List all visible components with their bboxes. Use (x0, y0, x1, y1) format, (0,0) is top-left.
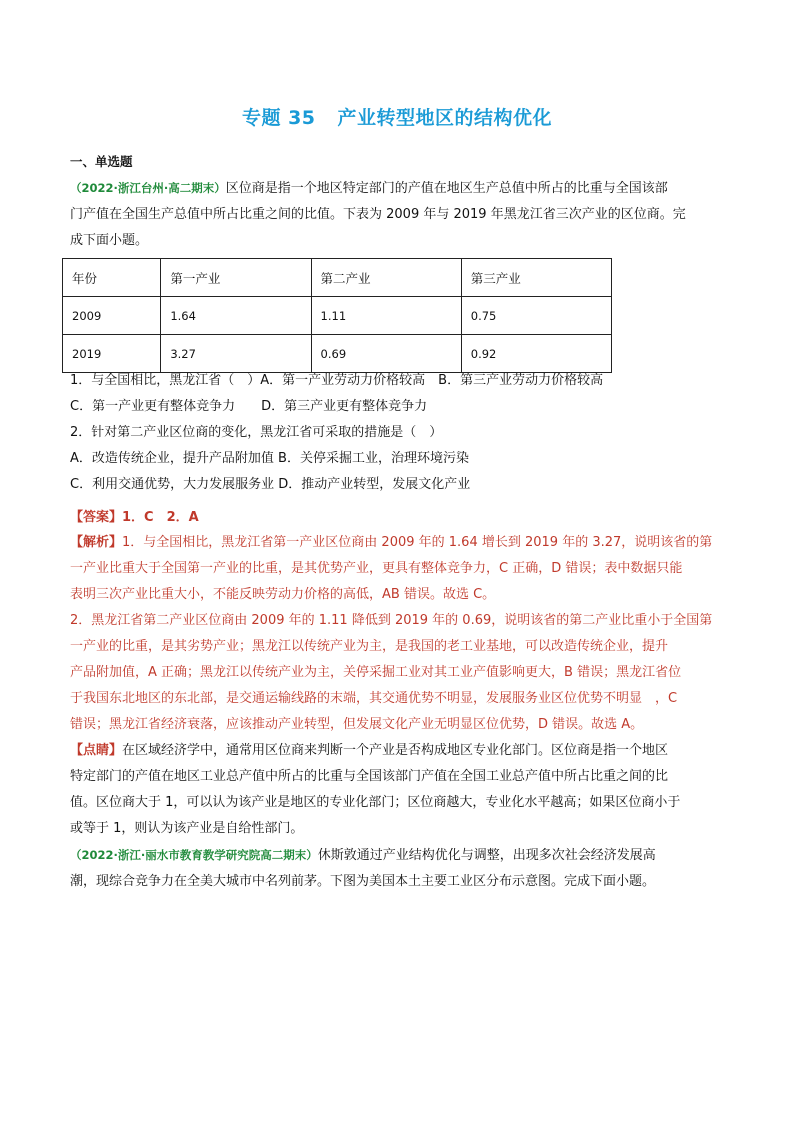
table-cell: 0.75 (461, 297, 611, 335)
analysis-label: 【解析】 (70, 535, 123, 550)
note-line: 或等于 1，则认为该产业是自给性部门。 (70, 821, 304, 836)
location-quotient-table (62, 258, 612, 373)
table-header-cell: 年份 (63, 259, 161, 297)
table-cell: 3.27 (161, 335, 311, 373)
title-topic-name: 产业转型地区的结构优化 (337, 107, 553, 129)
intro-line: 潮，现综合竞争力在全美大城市中名列前茅。下图为美国本土主要工业区分布示意图。完成下面小题。 (70, 874, 656, 889)
question-2-options: A．改造传统企业，提升产品附加值 B．关停采掘工业，治理环境污染 (70, 451, 469, 466)
question-source: （2022·浙江台州·高二期末） (70, 181, 226, 195)
question-intro (70, 175, 726, 254)
note-label: 【点睛】 (70, 743, 123, 758)
section-heading: 一、单选题 (70, 154, 133, 169)
question-1-options: C．第一产业更有整体竞争力 D．第三产业更有整体竞争力 (70, 399, 428, 414)
table-cell: 2009 (63, 297, 161, 335)
table-header-cell: 第三产业 (461, 259, 611, 297)
analysis-line: 于我国东北地区的东北部，是交通运输线路的末端，其交通优势不明显，发展服务业区位优势不明显 ，C (70, 691, 678, 706)
analysis-line: 表明三次产业比重大小，不能反映劳动力价格的高低，AB 错误。故选 C。 (70, 587, 496, 602)
intro-line: 区位商是指一个地区特定部门的产值在地区生产总值中所占的比重与全国该部 (225, 181, 668, 196)
intro-line: 休斯敦通过产业结构优化与调整，出现多次社会经济发展高 (317, 848, 656, 863)
title-topic-number: 专题 35 (241, 107, 316, 129)
table-cell: 0.69 (311, 335, 461, 373)
analysis-line: 1．与全国相比，黑龙江省第一产业区位商由 2009 年的 1.64 增长到 2019 年的 3.27，说明该省的第 (122, 535, 713, 550)
table-row (63, 335, 612, 373)
table-row (63, 297, 612, 335)
question-2: 2．针对第二产业区位商的变化，黑龙江省可采取的措施是（ ） (70, 425, 443, 440)
answer-text: 1．C 2．A (122, 510, 199, 525)
questions (70, 368, 726, 498)
question-1: 1．与全国相比，黑龙江省（ ）A．第一产业劳动力价格较高 B．第三产业劳动力价格较高 (70, 373, 604, 388)
analysis-line: 产品附加值，A 正确；黑龙江以传统产业为主，关停采掘工业对其工业产值影响更大，B 错误；黑龙江省位 (70, 665, 682, 680)
note-block (70, 738, 726, 842)
table-cell: 0.92 (461, 335, 611, 373)
table-cell: 2019 (63, 335, 161, 373)
note-line: 值。区位商大于 1，可以认为该产业是地区的专业化部门；区位商越大，专业化水平越高；如果区位商小于 (70, 795, 681, 810)
table-cell: 1.64 (161, 297, 311, 335)
intro-line: 成下面小题。 (70, 233, 149, 248)
intro-line: 门产值在全国生产总值中所占比重之间的比值。下表为 2009 年与 2019 年黑龙江省三次产业的区位商。完 (70, 207, 686, 222)
page-title (0, 103, 794, 130)
answer-line (70, 505, 726, 531)
analysis-line: 错误；黑龙江省经济衰落，应该推动产业转型，但发展文化产业无明显区位优势，D 错误。故选 A。 (70, 717, 644, 732)
question-source: （2022·浙江·丽水市教育教学研究院高二期末） (70, 848, 318, 862)
question-intro-2 (70, 842, 726, 895)
analysis-block (70, 530, 726, 738)
analysis-line: 一产业比重大于全国第一产业的比重，是其优势产业，更具有整体竞争力，C 正确，D 错误；表中数据只能 (70, 561, 683, 576)
note-line: 特定部门的产值在地区工业总产值中所占的比重与全国该部门产值在全国工业总产值中所占比重之间的比 (70, 769, 669, 784)
table-cell: 1.11 (311, 297, 461, 335)
analysis-line: 一产业的比重，是其劣势产业；黑龙江以传统产业为主，是我国的老工业基地，可以改造传统企业，提升 (70, 639, 669, 654)
table-header-row (63, 259, 612, 297)
question-2-options: C．利用交通优势，大力发展服务业 D．推动产业转型，发展文化产业 (70, 477, 471, 492)
answer-label: 【答案】 (70, 510, 123, 525)
table-header-cell: 第二产业 (311, 259, 461, 297)
analysis-line: 2．黑龙江省第二产业区位商由 2009 年的 1.11 降低到 2019 年的 0.69，说明该省的第二产业比重小于全国第 (70, 613, 713, 628)
note-line: 在区域经济学中，通常用区位商来判断一个产业是否构成地区专业化部门。区位商是指一个地区 (122, 743, 669, 758)
table-header-cell: 第一产业 (161, 259, 311, 297)
